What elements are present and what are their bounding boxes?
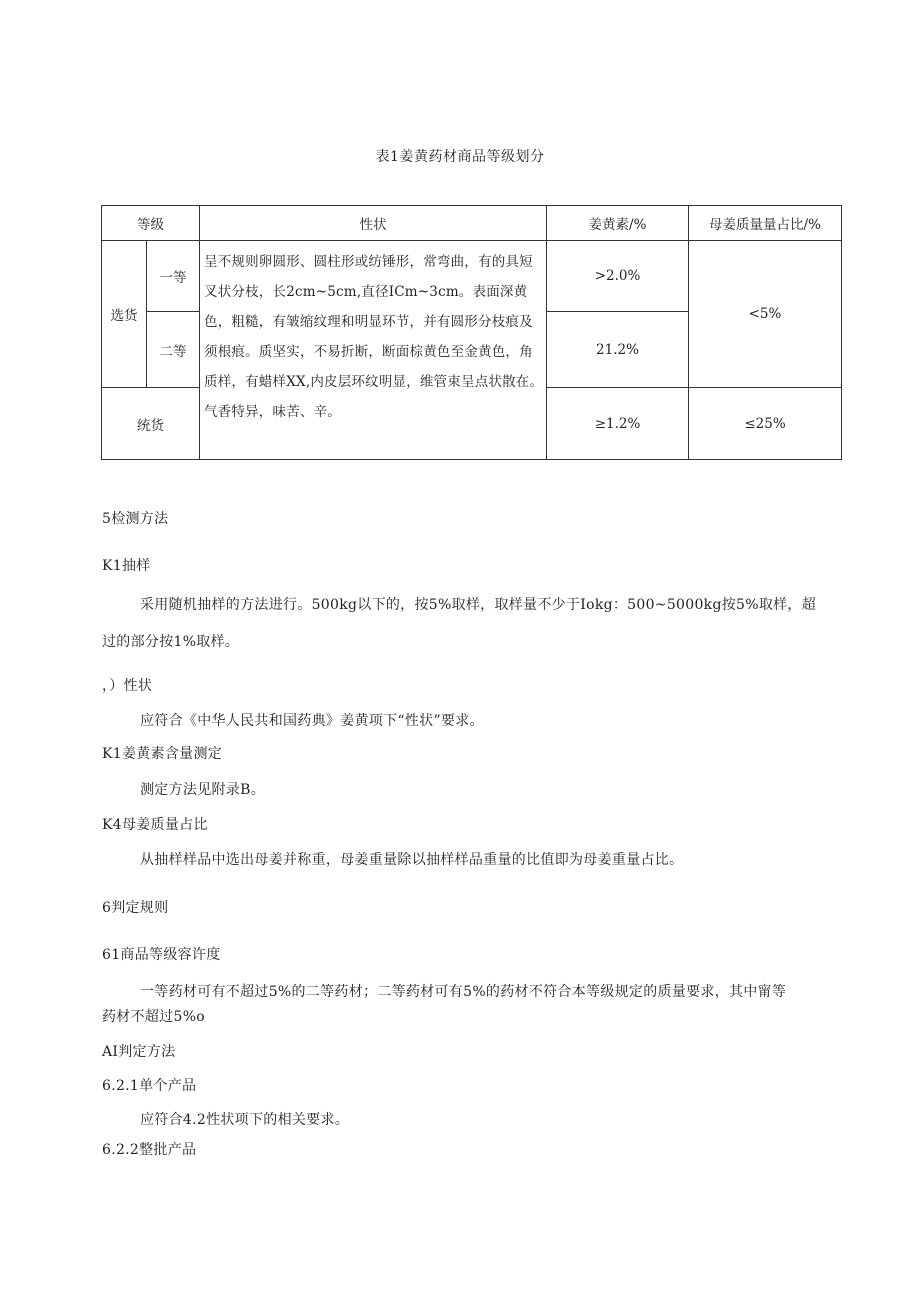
header-mother-ginger: 母姜质量量占比/% [689,206,842,241]
section-heading: 5检测方法 [102,511,169,527]
description-text: 呈不规则卵圆形、圆柱形或纺锤形，常弯曲，有的具短叉状分枝，长2cm~5cm,直径ICm~3cm。表面深黄色，粗糙，有皱缩纹理和明显环节，并有圆形分枝痕及须根痕。质坚实，不易折断，断面棕黄色至金黄色，角质样，有蜡样XX,内皮层环纹明显，维管束呈点状散在。气香特异，味苦、辛。 [204,254,544,420]
paragraph: 采用随机抽样的方法进行。500kg以下的，按5%取样，取样量不少于Iokg：500~5000kg按5%取样，超 [140,597,817,613]
paragraph: 应符合4.2性状项下的相关要求。 [140,1112,350,1128]
table-caption: 表1姜黄药材商品等级划分 [375,149,545,165]
curcumin-first: >2.0% [547,241,689,312]
paragraph: 从抽样样品中选出母姜并称重，母姜重量除以抽样样品重量的比值即为母姜重量占比。 [140,852,684,868]
grade-table [101,205,842,460]
header-grade: 等级 [102,206,200,241]
subsection-heading: ，）性状 [102,678,153,694]
mother-bulk: ≤25% [689,388,842,460]
row-second-label: 二等 [147,312,200,388]
mother-selected: <5% [689,241,842,388]
paragraph: 测定方法见附录B。 [140,782,265,798]
description-cell [200,241,547,460]
subsection-heading: AI判定方法 [102,1044,176,1060]
paragraph: 过的部分按1%取样。 [102,634,240,650]
row-bulk-label: 统货 [102,388,200,460]
row-first-label: 一等 [147,241,200,312]
subsection-heading: K1抽样 [102,558,151,574]
subsection-heading: 6.2.1单个产品 [102,1078,197,1094]
paragraph: 药材不超过5%o [102,1009,206,1025]
curcumin-bulk: ≥1.2% [547,388,689,460]
header-curcumin: 姜黄素/% [547,206,689,241]
subsection-heading: 6.2.2整批产品 [102,1142,197,1158]
row-selected-label: 选货 [102,241,147,388]
section-heading: 6判定规则 [102,900,169,916]
header-character: 性状 [200,206,547,241]
paragraph: 应符合《中华人民共和国药典》姜黄项下“性状”要求。 [140,713,484,729]
subsection-heading: 61商品等级容许度 [102,947,221,963]
subsection-heading: K1姜黄素含量测定 [102,746,223,762]
subsection-heading: K4母姜质量占比 [102,817,208,833]
curcumin-second: 21.2% [547,312,689,388]
paragraph: 一等药材可有不超过5%的二等药材；二等药材可有5%的药材不符合本等级规定的质量要求，其中甯等 [140,984,787,1000]
